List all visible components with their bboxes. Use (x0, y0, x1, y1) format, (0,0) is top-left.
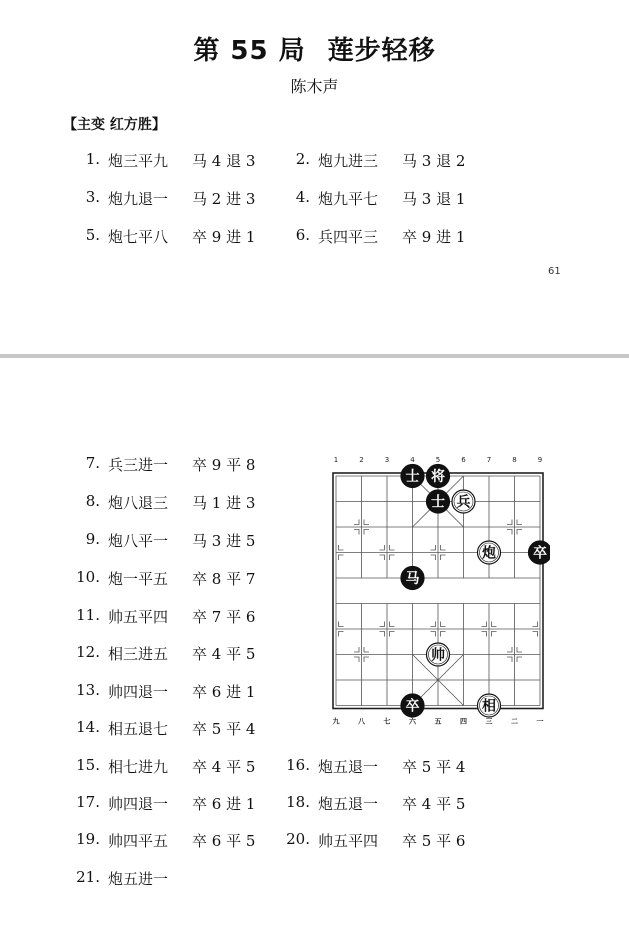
position-marker (533, 622, 538, 627)
move-row (70, 568, 255, 589)
move-number: 7. (85, 454, 100, 472)
position-marker (364, 647, 369, 652)
top-file-label: 2 (359, 456, 364, 464)
position-marker (517, 657, 522, 662)
black-move: 卒 4 平 5 (402, 795, 466, 813)
move-row (280, 226, 465, 247)
red-move: 炮九退一 (108, 190, 169, 208)
move-number: 18. (286, 793, 310, 811)
move-number: 5. (85, 226, 100, 244)
move-number: 8. (85, 492, 100, 510)
top-file-label: 6 (461, 456, 466, 464)
red-move: 相三进五 (108, 645, 169, 663)
position-marker (390, 622, 395, 627)
red-move: 炮五进一 (108, 870, 169, 888)
piece-label: 马 (405, 571, 420, 587)
black-move: 卒 7 平 6 (192, 608, 256, 626)
black-move: 卒 9 平 8 (192, 456, 256, 474)
move-row (70, 830, 255, 851)
black-move: 卒 9 进 1 (402, 228, 466, 246)
bottom-file-label: 六 (409, 717, 416, 726)
position-marker (482, 632, 487, 637)
move-row (70, 756, 255, 777)
top-file-label: 5 (435, 456, 441, 464)
top-file-label: 3 (384, 456, 390, 464)
piece-label: 士 (405, 469, 420, 485)
red-move: 相五退七 (108, 720, 169, 738)
bottom-file-label: 八 (358, 717, 365, 726)
position-marker (380, 622, 385, 627)
red-move: 炮五退一 (318, 758, 379, 776)
bottom-file-label: 一 (536, 717, 544, 726)
position-marker (380, 555, 385, 560)
piece-label: 将 (431, 469, 445, 485)
page-divider (0, 354, 629, 358)
move-row (70, 226, 255, 247)
position-marker (364, 657, 369, 662)
page-number: 61 (548, 266, 561, 277)
red-move: 帅五平四 (108, 608, 169, 626)
move-row (280, 830, 465, 851)
red-move: 帅四退一 (108, 795, 169, 813)
black-move: 马 3 进 5 (192, 532, 256, 550)
board-svg (330, 450, 550, 730)
position-marker (441, 545, 446, 550)
top-file-label: 8 (512, 456, 517, 464)
black-move: 卒 9 进 1 (192, 228, 256, 246)
position-marker (364, 530, 369, 535)
move-number: 4. (295, 188, 310, 206)
page-title (0, 30, 629, 67)
move-number: 13. (76, 681, 100, 699)
bottom-file-label: 三 (485, 717, 493, 726)
position-marker (354, 530, 359, 535)
position-marker (492, 632, 497, 637)
position-marker (339, 555, 344, 560)
red-move: 炮三平九 (108, 152, 169, 170)
move-row (70, 681, 255, 702)
move-row (70, 718, 255, 739)
black-move: 卒 5 平 4 (402, 758, 466, 776)
piece-label: 帅 (431, 647, 445, 664)
move-number: 12. (76, 643, 100, 661)
position-marker (431, 622, 436, 627)
move-number: 21. (76, 868, 100, 886)
move-row (70, 492, 255, 513)
move-number: 1. (85, 150, 100, 168)
top-file-label: 7 (486, 456, 492, 464)
move-row (280, 793, 465, 814)
position-marker (441, 555, 446, 560)
black-move: 卒 6 进 1 (192, 795, 256, 813)
position-marker (380, 545, 385, 550)
move-number: 19. (76, 830, 100, 848)
position-marker (507, 520, 512, 525)
position-marker (339, 545, 344, 550)
position-marker (390, 545, 395, 550)
black-move: 卒 5 平 4 (192, 720, 256, 738)
move-row (70, 643, 255, 664)
red-move: 相七进九 (108, 758, 169, 776)
piece-label: 卒 (405, 698, 420, 715)
piece-label: 士 (431, 494, 445, 511)
position-marker (441, 632, 446, 637)
black-move: 马 1 进 3 (192, 494, 256, 512)
position-marker (507, 657, 512, 662)
move-row (70, 188, 255, 209)
move-row (280, 150, 465, 171)
move-row (70, 150, 255, 171)
position-marker (339, 622, 344, 627)
game-name: 莲步轻移 (327, 36, 436, 66)
move-number: 6. (295, 226, 310, 244)
move-row (70, 454, 255, 475)
red-move: 兵四平三 (318, 228, 379, 246)
bottom-file-label: 二 (511, 717, 518, 726)
position-marker (517, 530, 522, 535)
move-number: 10. (76, 568, 100, 586)
black-move: 马 4 退 3 (192, 152, 256, 170)
bottom-file-label: 四 (460, 717, 467, 726)
author: 陈木声 (290, 77, 339, 96)
position-marker (431, 545, 436, 550)
piece-label: 炮 (482, 545, 496, 562)
position-marker (380, 632, 385, 637)
position-marker (431, 632, 436, 637)
position-marker (354, 647, 359, 652)
red-move: 炮八退三 (108, 494, 169, 512)
red-move: 兵三进一 (108, 456, 169, 474)
black-move: 卒 6 平 5 (192, 832, 256, 850)
move-row (70, 530, 255, 551)
position-marker (390, 632, 395, 637)
bottom-file-label: 五 (434, 717, 442, 726)
piece-label: 兵 (456, 494, 471, 511)
move-number: 11. (76, 606, 100, 624)
bottom-file-label: 七 (383, 717, 391, 726)
game-number: 第 55 局 (193, 36, 306, 66)
red-move: 炮七平八 (108, 228, 169, 246)
black-move: 卒 5 平 6 (402, 832, 466, 850)
move-row (280, 756, 465, 777)
black-move: 卒 4 平 5 (192, 758, 256, 776)
red-move: 帅四平五 (108, 832, 169, 850)
position-marker (507, 530, 512, 535)
position-marker (441, 622, 446, 627)
red-move: 炮九进三 (318, 152, 379, 170)
position-marker (482, 622, 487, 627)
black-move: 卒 4 平 5 (192, 645, 256, 663)
position-marker (390, 555, 395, 560)
bottom-file-label: 九 (332, 717, 340, 726)
black-move: 马 3 退 2 (402, 152, 466, 170)
red-move: 帅五平四 (318, 832, 379, 850)
position-marker (354, 657, 359, 662)
move-row (70, 868, 192, 889)
move-number: 9. (85, 530, 100, 548)
position-marker (517, 647, 522, 652)
position-marker (533, 632, 538, 637)
position-marker (507, 647, 512, 652)
chess-board-diagram (330, 450, 550, 730)
position-marker (339, 632, 344, 637)
section-label: 【主变 红方胜】 (63, 117, 166, 133)
move-row (70, 606, 255, 627)
red-move: 帅四退一 (108, 683, 169, 701)
red-move: 炮九平七 (318, 190, 379, 208)
black-move: 马 3 退 1 (402, 190, 466, 208)
position-marker (492, 622, 497, 627)
black-move: 卒 8 平 7 (192, 570, 256, 588)
move-row (70, 793, 255, 814)
red-move: 炮八平一 (108, 532, 169, 550)
black-move: 卒 6 进 1 (192, 683, 256, 701)
top-file-label: 1 (333, 456, 339, 464)
top-file-label: 4 (410, 456, 415, 464)
position-marker (431, 555, 436, 560)
move-number: 20. (286, 830, 310, 848)
move-number: 16. (286, 756, 310, 774)
move-number: 17. (76, 793, 100, 811)
move-number: 2. (295, 150, 310, 168)
piece-label: 卒 (533, 545, 547, 562)
move-row (280, 188, 465, 209)
piece-label: 相 (482, 698, 496, 715)
black-move: 马 2 进 3 (192, 190, 256, 208)
red-move: 炮五退一 (318, 795, 379, 813)
position-marker (517, 520, 522, 525)
position-marker (354, 520, 359, 525)
position-marker (364, 520, 369, 525)
move-number: 3. (85, 188, 100, 206)
red-move: 炮一平五 (108, 570, 169, 588)
move-number: 14. (76, 718, 100, 736)
top-file-label: 9 (537, 456, 543, 464)
move-number: 15. (76, 756, 100, 774)
